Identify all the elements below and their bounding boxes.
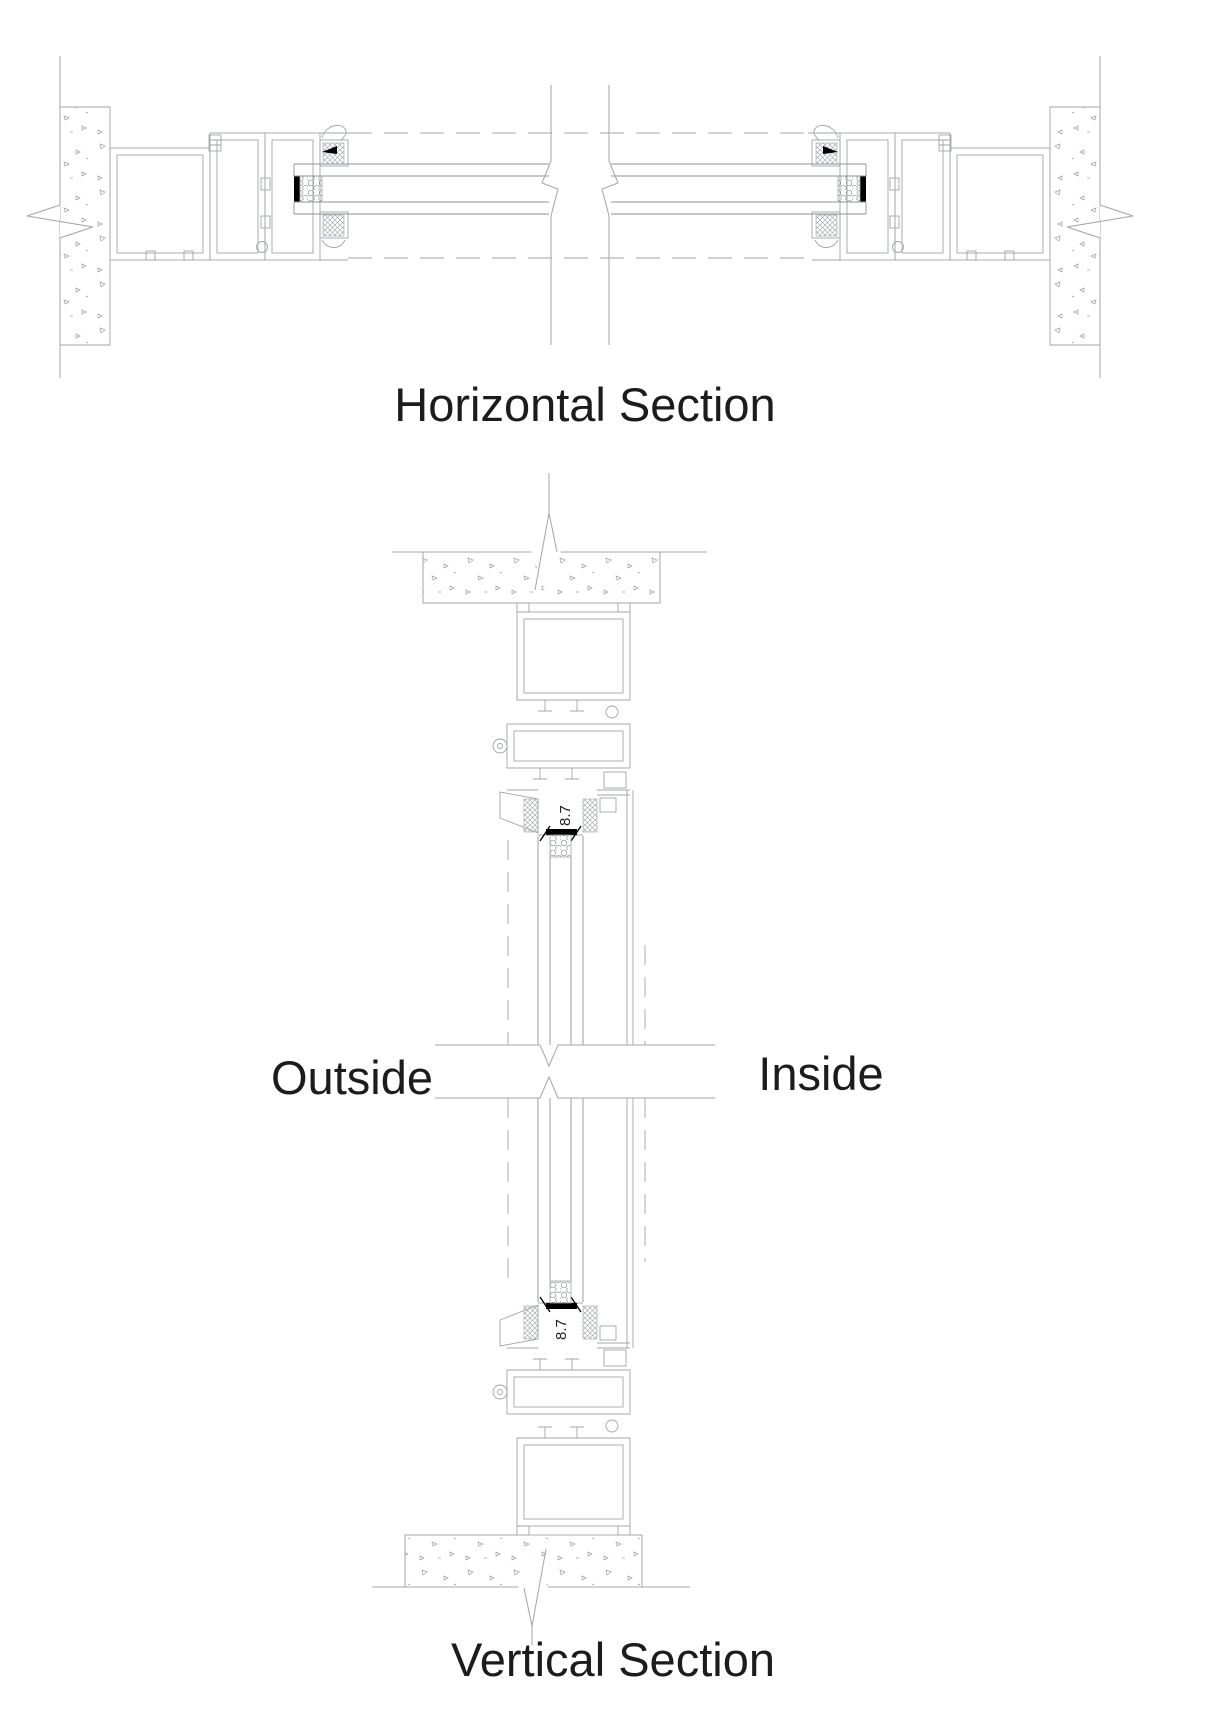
break-lines-vertical <box>435 1045 715 1098</box>
left-wall-and-frame <box>27 56 352 378</box>
glazing-unit-vertical <box>538 836 583 1302</box>
horizontal-section-drawing <box>27 56 1133 431</box>
inside-frame-edge <box>627 790 633 1348</box>
vertical-section-caption: Vertical Section <box>451 1633 775 1686</box>
inside-label: Inside <box>758 1047 884 1100</box>
vertical-section-drawing <box>271 473 884 1686</box>
right-wall-and-frame <box>808 56 1133 378</box>
top-slab <box>392 473 707 603</box>
horizontal-section-caption: Horizontal Section <box>394 378 776 431</box>
outside-label: Outside <box>271 1051 433 1104</box>
glass-thickness-dimension-bottom: 8.7 <box>553 1319 570 1340</box>
bottom-sill <box>372 1535 690 1645</box>
sash-dashed-lines <box>348 133 812 258</box>
glazing-unit <box>294 164 866 214</box>
break-lines <box>542 85 618 345</box>
glass-thickness-dimension-top: 8.7 <box>557 805 574 826</box>
sill-frame <box>493 1281 630 1535</box>
